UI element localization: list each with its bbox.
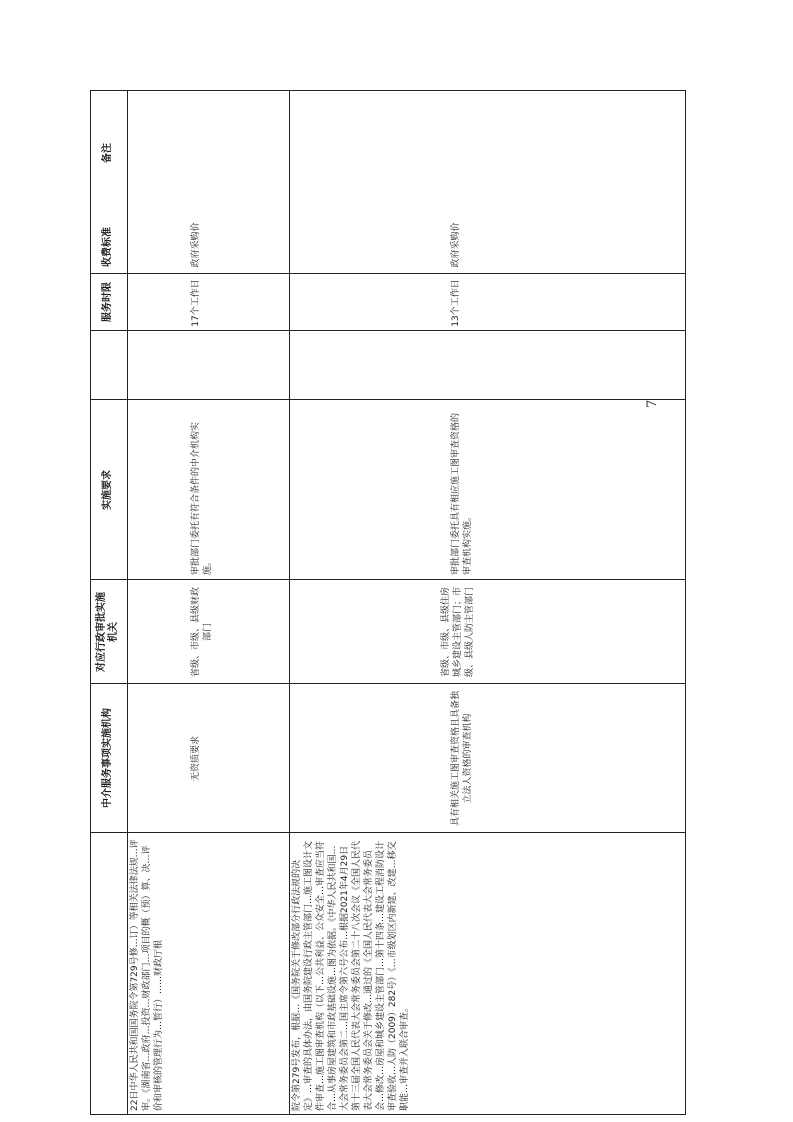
row2-service-time: 13个工作日 [451,279,461,327]
grid-line [90,1114,686,1115]
page-number: 7 [645,399,660,408]
row1-intermediary: 无资质要求 [191,736,201,782]
grid-line [90,273,686,274]
row1-fee: 政府采购价 [191,222,201,268]
grid-line [90,399,686,400]
row1-basis: 22日中华人民共和国国务院令第729号修…订）等相关法律法规…评审。《湖南省…政府…投资…财政部门…项目的概（预）算、决…评价和审核的管理行为…暂行）……财政厅根 [130,839,164,1111]
row2-approval-dept: 省级、市级、县级住房城乡建设主管部门；市级、县级人防主管部门 [441,587,475,678]
row2-basis: 院令第279号发布，根据…《国务院关于修改部分行政法规的决定》…审查的具体办法，由国务院建设行政主管部门…施工图设计文件审查…施工图审查机构（以下…公共利益、公众安全…审查应当符合…从事房屋建筑和市政基础设施…图为依据。《中华人民共和国…大会常务委员会第二…国主席令第六号公布…根据2021年4月29日第十三届全国人民代表大会常务委员会第二十八次会议《全国人民代表大会常务委员会关于修改…通过的《全国人民代表大会常务委员会…修改…房屋和城乡建设主管部门…第十四条…建设工程消防设计审查验收…人防（2009）282号）《…市级划区内新建、改建…移交职能…审查并入联合审查。 [292,840,410,1111]
row1-service-time: 17个工作日 [191,279,201,327]
row2-requirements: 审批部门委托具有相应施工图审查资格的审查机构实施。 [451,412,473,575]
grid-line [289,90,290,1115]
header-fee: 收费标准 [102,227,113,267]
header-approval-dept: 对应行政审批实施机关 [96,592,119,672]
grid-line [90,579,686,580]
header-remarks: 备注 [102,143,113,163]
row2-intermediary: 具有相关施工图审查资格且具备独立法人资格的审查机构 [451,691,473,827]
rotated-table [90,90,686,1115]
header-intermediary: 中介服务事项实施机构 [102,708,113,808]
row1-approval-dept: 省级、市级、县级财政部门 [191,587,213,678]
header-basis [90,833,126,1115]
row1-requirements: 审批部门委托有符合条件的中介机构实施。 [191,421,213,575]
grid-line [90,330,686,331]
grid-line [127,90,128,1115]
grid-line [90,683,686,684]
grid-line [685,90,686,1115]
grid-line [90,90,686,91]
header-service-time: 服务时限 [102,282,113,322]
header-requirements: 实施要求 [102,470,113,510]
row2-fee: 政府采购价 [451,222,461,268]
grid-line [90,832,686,833]
